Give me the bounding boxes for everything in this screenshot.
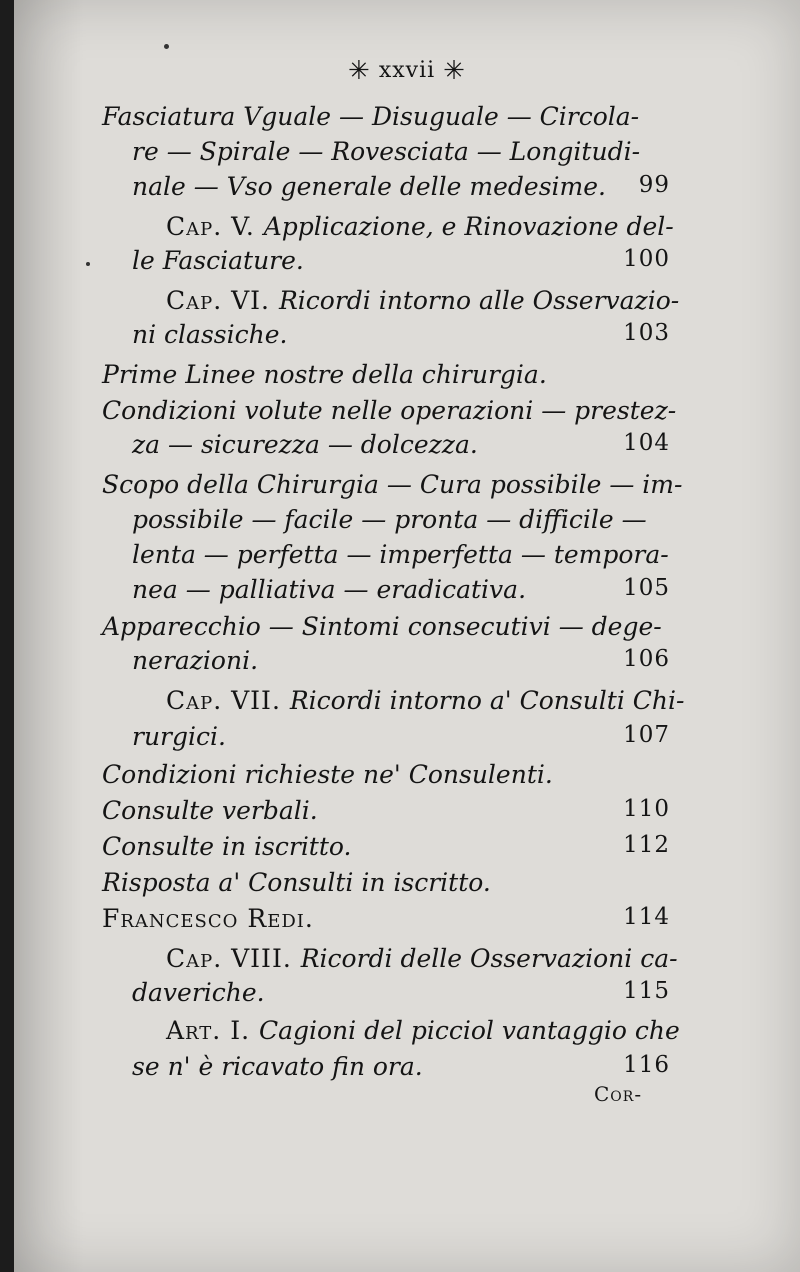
chapter-label: Cap. VII.	[166, 686, 290, 715]
toc-entry-text	[102, 102, 639, 131]
asterisk-ornament-icon: ✳	[348, 56, 371, 86]
entry-title: Applicazione, e Rinovazione del-	[263, 212, 674, 241]
page-number: 103	[623, 320, 670, 346]
toc-entry-text	[166, 1016, 680, 1045]
page-number: 100	[623, 246, 670, 272]
entry-title: Prime Linee nostre della chirurgia.	[102, 360, 547, 389]
toc-entry	[14, 760, 800, 796]
page-number: 115	[623, 978, 670, 1004]
chapter-label: Cap. VIII.	[166, 944, 301, 973]
toc-entry-text	[132, 978, 265, 1007]
toc-entry	[14, 286, 800, 322]
toc-entry-text	[102, 796, 318, 825]
entry-title: se n' è ricavato fin ora.	[132, 1052, 423, 1081]
toc-entry-text	[166, 944, 678, 973]
entry-title: ni classiche.	[132, 320, 288, 349]
toc-entry	[14, 505, 800, 541]
author-name: Francesco Redi.	[102, 904, 314, 933]
toc-entry	[14, 1016, 800, 1052]
toc-entry-text	[102, 360, 547, 389]
toc-entry	[14, 868, 800, 904]
entry-title: lenta — perfetta — imperfetta — tempora-	[132, 540, 669, 569]
toc-entry	[14, 102, 800, 138]
toc-entry-text	[132, 430, 478, 459]
entry-title: Ricordi intorno alle Osservazio-	[278, 286, 680, 315]
toc-entry-text	[132, 540, 669, 569]
entry-title: Consulte verbali.	[102, 796, 318, 825]
toc-entry	[14, 978, 800, 1014]
book-page	[14, 0, 800, 1272]
toc-entry-text	[132, 137, 640, 166]
toc-entry	[14, 172, 800, 208]
toc-entry	[14, 612, 800, 648]
page-number: 107	[623, 722, 670, 748]
toc-entry	[14, 796, 800, 832]
toc-entry	[14, 430, 800, 466]
entry-title: Fasciatura Vguale — Disuguale — Circola-	[102, 102, 640, 131]
toc-entry	[14, 212, 800, 248]
toc-entry	[14, 320, 800, 356]
entry-title: za — sicurezza — dolcezza.	[132, 430, 478, 459]
toc-entry-text	[102, 904, 314, 933]
entry-title: nale — Vso generale delle medesime.	[132, 172, 606, 201]
toc-entry-text	[132, 246, 304, 275]
toc-entry	[14, 1052, 800, 1088]
page-number: 110	[623, 796, 670, 822]
toc-entry-text	[132, 505, 647, 534]
entry-title: possibile — facile — pronta — difficile —	[132, 505, 647, 534]
chapter-label: Cap. V.	[166, 212, 264, 241]
toc-entry-text	[102, 868, 491, 897]
toc-entry	[14, 832, 800, 868]
entry-title: Condizioni richieste ne' Consulenti.	[102, 760, 553, 789]
toc-entry-text	[132, 1052, 423, 1081]
page-number: 99	[638, 172, 670, 198]
toc-entry	[14, 575, 800, 611]
toc-entry-text	[132, 172, 606, 201]
asterisk-ornament-icon: ✳	[443, 56, 466, 86]
toc-entry-text	[132, 575, 526, 604]
toc-entry	[14, 540, 800, 576]
toc-entry-text	[166, 286, 679, 315]
entry-title: Cagioni del picciol vantaggio che	[258, 1016, 680, 1045]
toc-entry-text	[102, 470, 682, 499]
toc-entry	[14, 360, 800, 396]
toc-entry-text	[102, 396, 676, 425]
chapter-label: Cap. VI.	[166, 286, 279, 315]
toc-entry	[14, 470, 800, 506]
toc-entry-text	[132, 646, 258, 675]
page-number: 112	[623, 832, 670, 858]
toc-entry	[14, 904, 800, 940]
toc-entry-text	[102, 832, 351, 861]
catchword: Cor-	[594, 1082, 643, 1106]
chapter-label: Art. I.	[166, 1016, 259, 1045]
roman-page-number: xxvii	[378, 58, 436, 83]
toc-entry	[14, 646, 800, 682]
toc-entry-text	[132, 722, 226, 751]
entry-title: nea — palliativa — eradicativa.	[132, 575, 527, 604]
entry-title: Consulte in iscritto.	[102, 832, 352, 861]
entry-title: Apparecchio — Sintomi consecutivi — dege-	[102, 612, 662, 641]
toc-entry	[14, 396, 800, 432]
ink-speck	[86, 262, 90, 266]
page-number: 105	[623, 575, 670, 601]
toc-entry-text	[102, 612, 662, 641]
entry-title: Ricordi intorno a' Consulti Chi-	[289, 686, 685, 715]
entry-title: nerazioni.	[132, 646, 259, 675]
entry-title: Risposta a' Consulti in iscritto.	[102, 868, 491, 897]
toc-entry-text	[102, 760, 553, 789]
page-number: 106	[623, 646, 670, 672]
page-header	[14, 56, 800, 86]
page-number: 114	[623, 904, 670, 930]
entry-title: Ricordi delle Osservazioni ca-	[300, 944, 678, 973]
entry-title: rurgici.	[132, 722, 226, 751]
toc-entry	[14, 944, 800, 980]
ink-speck	[164, 44, 169, 49]
toc-entry	[14, 722, 800, 758]
toc-entry	[14, 246, 800, 282]
entry-title: Scopo della Chirurgia — Cura possibile — im-	[102, 470, 683, 499]
toc-entry-text	[166, 212, 674, 241]
page-number: 104	[623, 430, 670, 456]
entry-title: le Fasciature.	[132, 246, 304, 275]
toc-entry-text	[132, 320, 287, 349]
toc-entry-text	[166, 686, 684, 715]
toc-entry	[14, 137, 800, 173]
page-number: 116	[623, 1052, 670, 1078]
toc-entry	[14, 686, 800, 722]
entry-title: re — Spirale — Rovesciata — Longitudi-	[132, 137, 641, 166]
entry-title: Condizioni volute nelle operazioni — prestez-	[102, 396, 677, 425]
entry-title: daveriche.	[132, 978, 265, 1007]
